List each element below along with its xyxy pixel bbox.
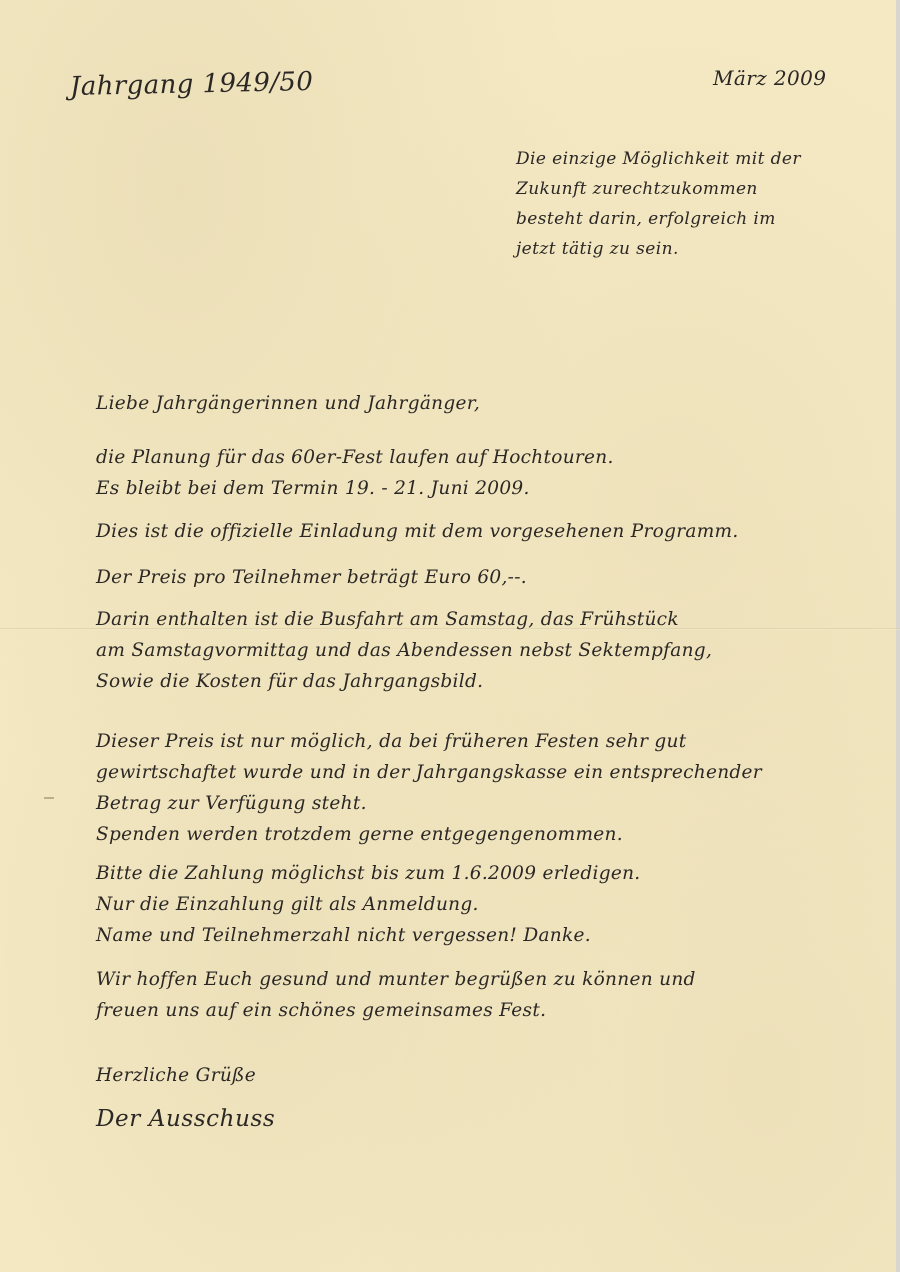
text-line: Betrag zur Verfügung steht. [96,793,367,814]
motto-quote [516,144,801,264]
paragraph-planning [96,442,614,504]
text-line: freuen uns auf ein schönes gemeinsames Fest. [96,1000,547,1021]
text-line: Name und Teilnehmerzahl nicht vergessen! Danke. [96,925,591,946]
text-line: Darin enthalten ist die Busfahrt am Samstag, das Frühstück [96,609,679,630]
text-line: am Samstagvormittag und das Abendessen nebst Sektempfang, [96,640,713,661]
text-line: Wir hoffen Euch gesund und munter begrüßen zu können und [96,969,696,990]
paragraph-included [96,604,712,697]
letter-date: März 2009 [713,66,827,90]
salutation: Liebe Jahrgängerinnen und Jahrgänger, [96,393,481,414]
paragraph-invitation: Dies ist die offizielle Einladung mit dem vorgesehenen Programm. [96,521,739,542]
text-line: Nur die Einzahlung gilt als Anmeldung. [96,894,479,915]
paragraph-wishes [96,964,696,1026]
text-line: Dieser Preis ist nur möglich, da bei früheren Festen sehr gut [96,731,687,752]
text-line: Bitte die Zahlung möglichst bis zum 1.6.2009 erledigen. [96,863,641,884]
quote-line: Die einzige Möglichkeit mit der [516,149,801,169]
letter-title: Jahrgang 1949/50 [69,66,314,102]
paragraph-payment [96,858,641,951]
quote-line: besteht darin, erfolgreich im [516,209,776,229]
closing-greeting: Herzliche Grüße [96,1065,256,1086]
text-line: die Planung für das 60er-Fest laufen auf Hochtouren. [96,447,614,468]
text-line: Sowie die Kosten für das Jahrgangsbild. [96,671,484,692]
quote-line: Zukunft zurechtzukommen [516,179,758,199]
quote-line: jetzt tätig zu sein. [516,239,679,259]
text-line: gewirtschaftet wurde und in der Jahrgangskasse ein entsprechender [96,762,762,783]
text-line: Es bleibt bei dem Termin 19. - 21. Juni 2009. [96,478,530,499]
text-line: Spenden werden trotzdem gerne entgegengenommen. [96,824,623,845]
signature: Der Ausschuss [96,1106,276,1132]
scan-edge [896,0,900,1272]
scan-mark [44,797,54,799]
paragraph-price: Der Preis pro Teilnehmer beträgt Euro 60,--. [96,567,527,588]
paragraph-funding [96,726,762,850]
